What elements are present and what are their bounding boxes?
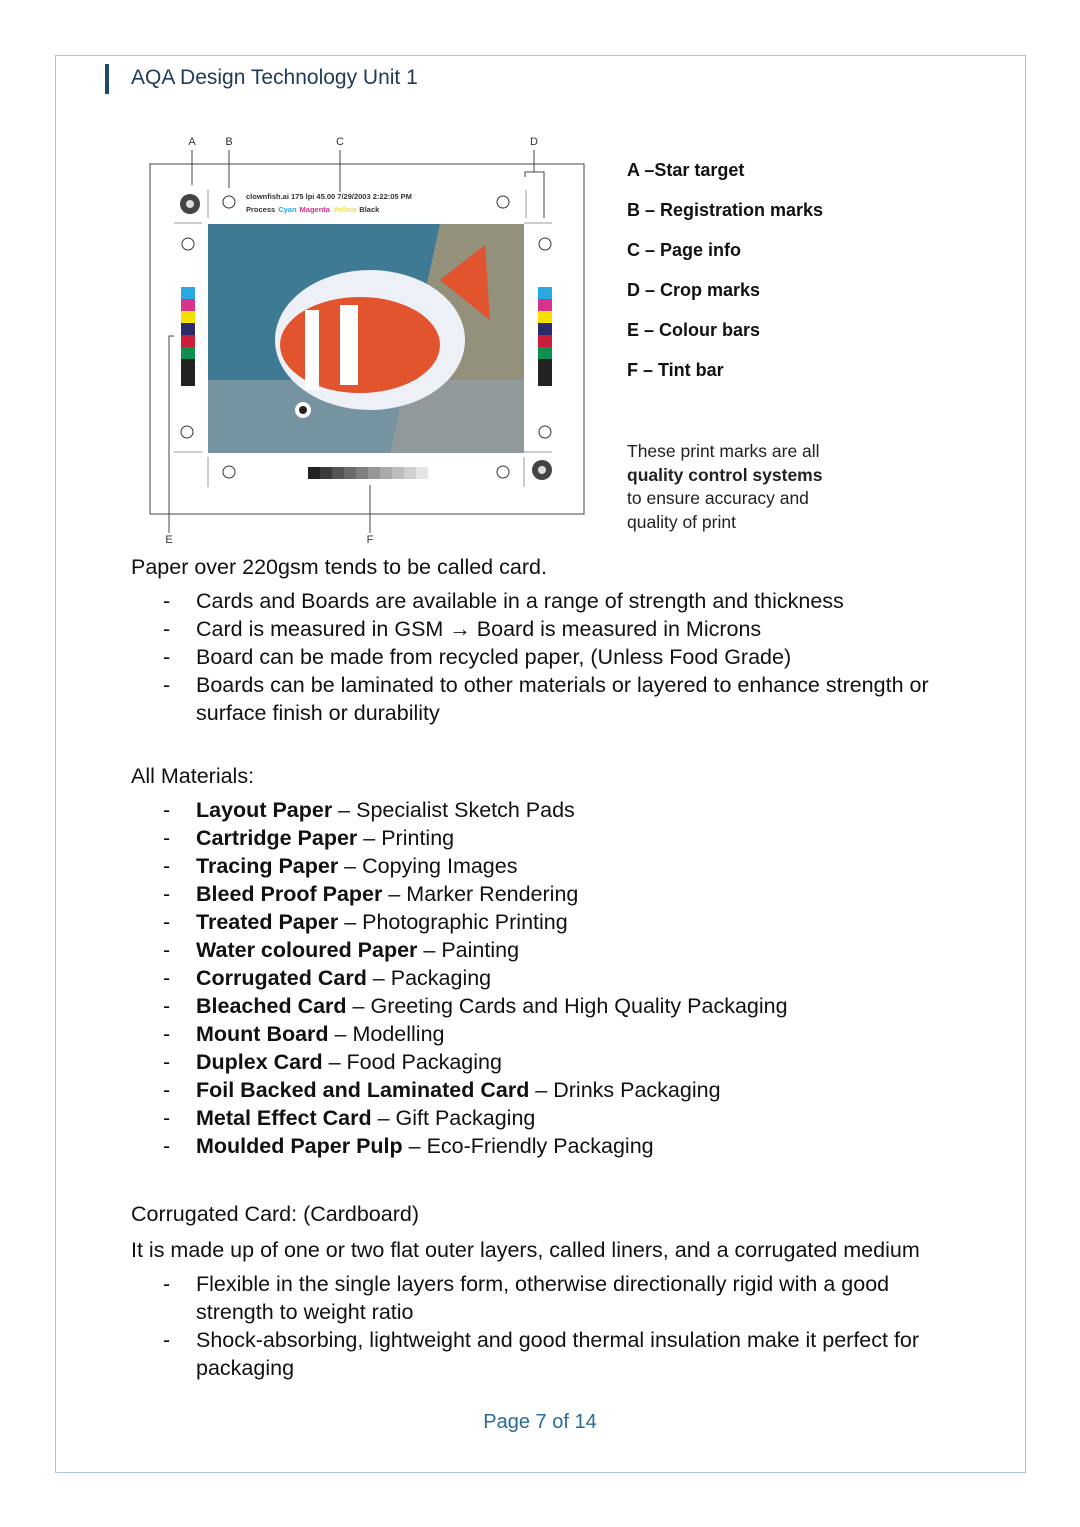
material-name: Corrugated Card [196, 966, 367, 990]
page-info-process: Process Cyan Magenta Yellow Black [246, 205, 380, 214]
page-number: Page 7 of 14 [483, 1411, 597, 1433]
material-item: - Foil Backed and Laminated Card – Drinks Packaging [163, 1078, 721, 1102]
material-use: Gift Packaging [395, 1106, 536, 1130]
material-use: Printing [381, 826, 455, 850]
material-item: - Treated Paper – Photographic Printing [163, 910, 568, 934]
material-name: Moulded Paper Pulp [196, 1134, 403, 1158]
list-item: - Board can be made from recycled paper, (Unless Food Grade) [163, 645, 792, 669]
material-use: Packaging [390, 966, 492, 990]
material-item: - Tracing Paper – Copying Images [163, 854, 518, 878]
material-use: Specialist Sketch Pads [356, 798, 575, 822]
legend-item: A –Star target [627, 160, 745, 180]
legend-item: E – Colour bars [627, 320, 761, 340]
list-item: - Card is measured in GSM → Board is measured in Microns [163, 617, 762, 641]
legend-item: D – Crop marks [627, 280, 761, 300]
material-use: Photographic Printing [362, 910, 568, 934]
corrugated-heading: Corrugated Card: (Cardboard) [131, 1202, 419, 1226]
print-marks-diagram [140, 130, 600, 550]
material-item: - Water coloured Paper – Painting [163, 938, 520, 962]
page-info-text: clownfish.ai 175 lpi 45.00 7/29/2003 2:22:05 PM [246, 192, 412, 201]
material-name: Mount Board [196, 1022, 329, 1046]
material-name: Duplex Card [196, 1050, 323, 1074]
list-item: - Shock-absorbing, lightweight and good thermal insulation make it perfect for packaging [163, 1328, 920, 1380]
star-target-icon [532, 460, 552, 480]
material-name: Cartridge Paper [196, 826, 358, 850]
corrugated-intro: It is made up of one or two flat outer layers, called liners, and a corrugated medium [131, 1238, 920, 1262]
print-marks-legend [627, 160, 823, 400]
label-e: E [165, 534, 173, 546]
materials-section [131, 762, 956, 1160]
material-name: Metal Effect Card [196, 1106, 372, 1130]
material-use: Greeting Cards and High Quality Packaging [370, 994, 788, 1018]
material-item: - Duplex Card – Food Packaging [163, 1050, 502, 1074]
quality-note [627, 440, 822, 534]
material-item: - Mount Board – Modelling [163, 1022, 445, 1046]
note-line: These print marks are all [627, 441, 820, 461]
header-accent-bar [105, 64, 109, 94]
material-name: Tracing Paper [196, 854, 339, 878]
clownfish-artwork [208, 224, 524, 453]
label-d: D [530, 136, 538, 148]
legend-item: C – Page info [627, 240, 742, 260]
material-name: Bleached Card [196, 994, 347, 1018]
material-name: Water coloured Paper [196, 938, 418, 962]
material-name: Foil Backed and Laminated Card [196, 1078, 530, 1102]
legend-item: B – Registration marks [627, 200, 824, 220]
material-item: - Metal Effect Card – Gift Packaging [163, 1106, 536, 1130]
material-name: Layout Paper [196, 798, 333, 822]
card-section [131, 553, 956, 727]
list-item: - Cards and Boards are available in a range of strength and thickness [163, 589, 844, 613]
material-item: - Bleached Card – Greeting Cards and High Quality Packaging [163, 994, 788, 1018]
list-item: - Boards can be laminated to other materials or layered to enhance strength or surface finish or durability [163, 673, 929, 725]
corrugated-section [131, 1200, 956, 1382]
material-item: - Moulded Paper Pulp – Eco-Friendly Packaging [163, 1134, 654, 1158]
card-intro: Paper over 220gsm tends to be called card. [131, 555, 547, 579]
note-line: to ensure accuracy and [627, 488, 809, 508]
material-use: Modelling [352, 1022, 445, 1046]
list-item: - Flexible in the single layers form, otherwise directionally rigid with a good strength to weight ratio [163, 1272, 890, 1324]
material-use: Marker Rendering [406, 882, 579, 906]
page-header-title: AQA Design Technology Unit 1 [131, 66, 418, 89]
material-use: Painting [441, 938, 520, 962]
material-item: - Cartridge Paper – Printing [163, 826, 455, 850]
material-use: Copying Images [362, 854, 518, 878]
material-name: Treated Paper [196, 910, 339, 934]
material-name: Bleed Proof Paper [196, 882, 383, 906]
label-c: C [336, 136, 344, 148]
material-use: Drinks Packaging [553, 1078, 721, 1102]
tint-bar [308, 467, 428, 479]
material-use: Food Packaging [346, 1050, 502, 1074]
material-item: - Bleed Proof Paper – Marker Rendering [163, 882, 579, 906]
star-target-icon [180, 194, 200, 214]
label-b: B [225, 136, 233, 148]
legend-item: F – Tint bar [627, 360, 724, 380]
label-f: F [366, 534, 374, 546]
note-line: quality control systems [627, 464, 823, 485]
materials-heading: All Materials: [131, 764, 255, 788]
colour-bar-left [181, 287, 195, 386]
colour-bar-right [538, 287, 552, 386]
material-item: - Layout Paper – Specialist Sketch Pads [163, 798, 575, 822]
note-line: quality of print [627, 511, 736, 532]
material-use: Eco-Friendly Packaging [426, 1134, 654, 1158]
label-a: A [188, 136, 196, 148]
material-item: - Corrugated Card – Packaging [163, 966, 492, 990]
